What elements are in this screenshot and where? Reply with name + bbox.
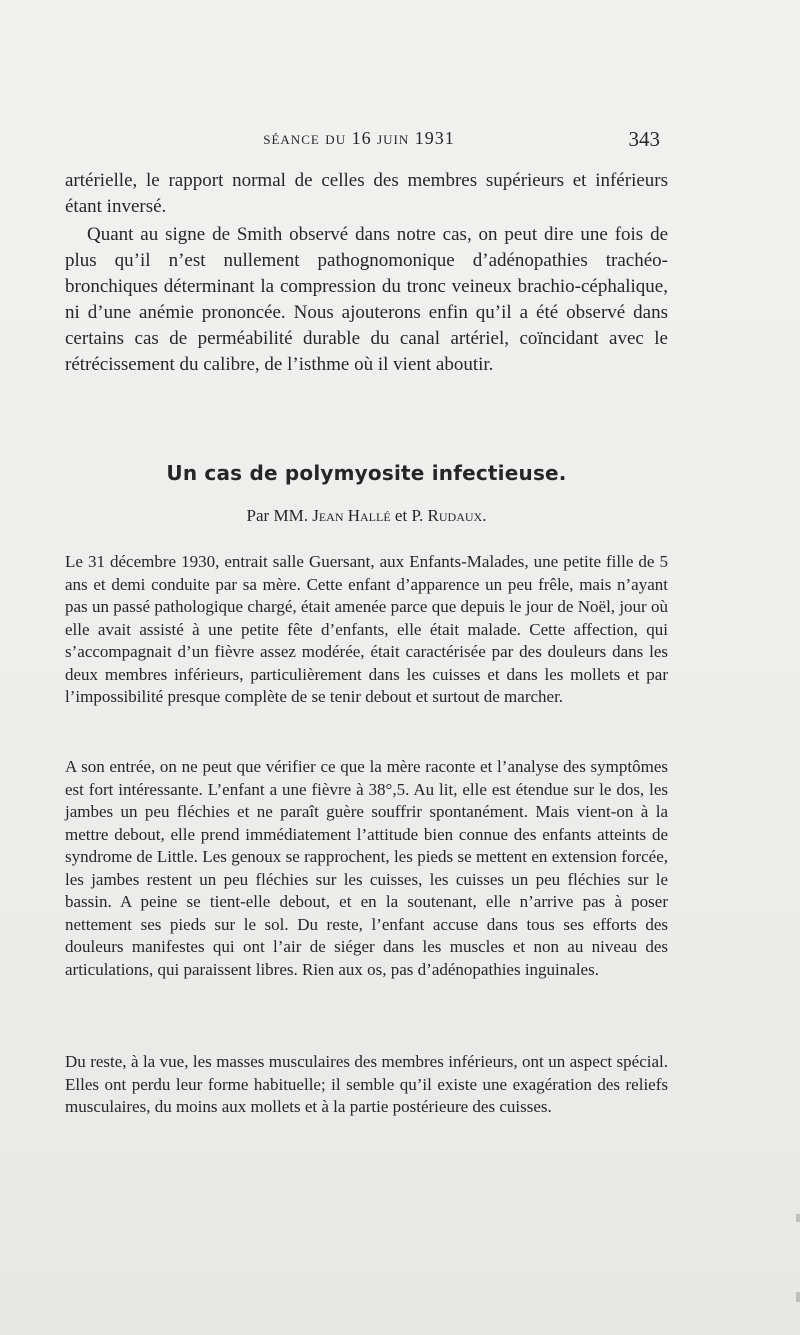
authors-prefix: Par MM. bbox=[246, 506, 308, 525]
previous-article-paragraph-2 bbox=[65, 222, 668, 378]
previous-article-paragraph-2-text: Quant au signe de Smith observé dans notre cas, on peut dire une fois de plus qu’il n’est nullement pathognomonique d’adénopathies trachéo-bronchiques déterminant la compression du tronc veineux brachio-céphalique, ni d’une anémie prononcée. Nous ajouterons enfin qu’il a été observé dans certains cas de perméabilité durable du canal artériel, coïncidant avec le rétrécissement du calibre, de l’isthme où il vient aboutir. bbox=[65, 224, 668, 375]
article-paragraph-1-text: Le 31 décembre 1930, entrait salle Guersant, aux Enfants-Malades, une petite fille de 5 ans et demi conduite par sa mère. Cette enfant d’apparence un peu frêle, mais n’ayant pas un passé pathologique chargé, était amenée parce que depuis le jour de Noël, jour où elle avait assisté à une petite fête d’enfants, elle était malade. Cette affection, qui s’accompagnait d’un fièvre assez modérée, était caractérisée par des douleurs dans les deux membres inférieurs, particulièrement dans les cuisses et dans les mollets et par l’impossibilité presque complète de se tenir debout et surtout de marcher. bbox=[65, 552, 668, 706]
author-1: Jean Hallé bbox=[312, 506, 391, 525]
author-conjunction: et bbox=[394, 506, 408, 525]
page-number: 343 bbox=[628, 127, 660, 151]
article-paragraph-3 bbox=[65, 1051, 668, 1119]
article-paragraph-2-text: A son entrée, on ne peut que vérifier ce que la mère raconte et l’analyse des symptômes est fort intéressante. L’enfant a une fièvre à 38°,5. Au lit, elle est étendue sur le dos, les jambes un peu fléchies et ne paraît guère souffrir spontanément. Mais vient-on à la mettre debout, elle prend immédiatement l’attitude bien connue des enfants atteints de syndrome de Little. Les genoux se rapprochent, les pieds se mettent en extension forcée, les jambes restent un peu fléchies sur les cuisses, les cuisses un peu fléchies sur le bassin. A peine se tient-elle debout, et en la soutenant, elle n’arrive pas à poser nettement ses pieds sur le sol. Du reste, l’enfant accuse dans tous ses efforts des douleurs manifestes qui ont l’air de siéger dans les muscles et non au niveau des articulations, qui paraissent libres. Rien aux os, pas d’adénopathies inguinales. bbox=[65, 757, 668, 979]
author-2: P. Rudaux. bbox=[411, 506, 487, 525]
previous-article-paragraph-1-text: artérielle, le rapport normal de celles des membres supérieurs et inférieurs étant inversé. bbox=[65, 170, 668, 217]
article-paragraph-1 bbox=[65, 551, 668, 709]
article-paragraph-3-text: Du reste, à la vue, les masses musculaires des membres inférieurs, ont un aspect spécial. Elles ont perdu leur forme habituelle; il semble qu’il existe une exagération des reliefs musculaires, du moins aux mollets et à la partie postérieure des cuisses. bbox=[65, 1052, 668, 1116]
previous-article-paragraph-1 bbox=[65, 168, 668, 220]
article-authors bbox=[65, 506, 668, 526]
scan-edge-mark bbox=[796, 1292, 800, 1302]
scan-edge-mark bbox=[796, 1214, 800, 1222]
article-paragraph-2 bbox=[65, 756, 668, 981]
running-head: séance du 16 juin 1931 bbox=[263, 128, 455, 148]
article-title: Un cas de polymyosite infectieuse. bbox=[166, 461, 567, 485]
